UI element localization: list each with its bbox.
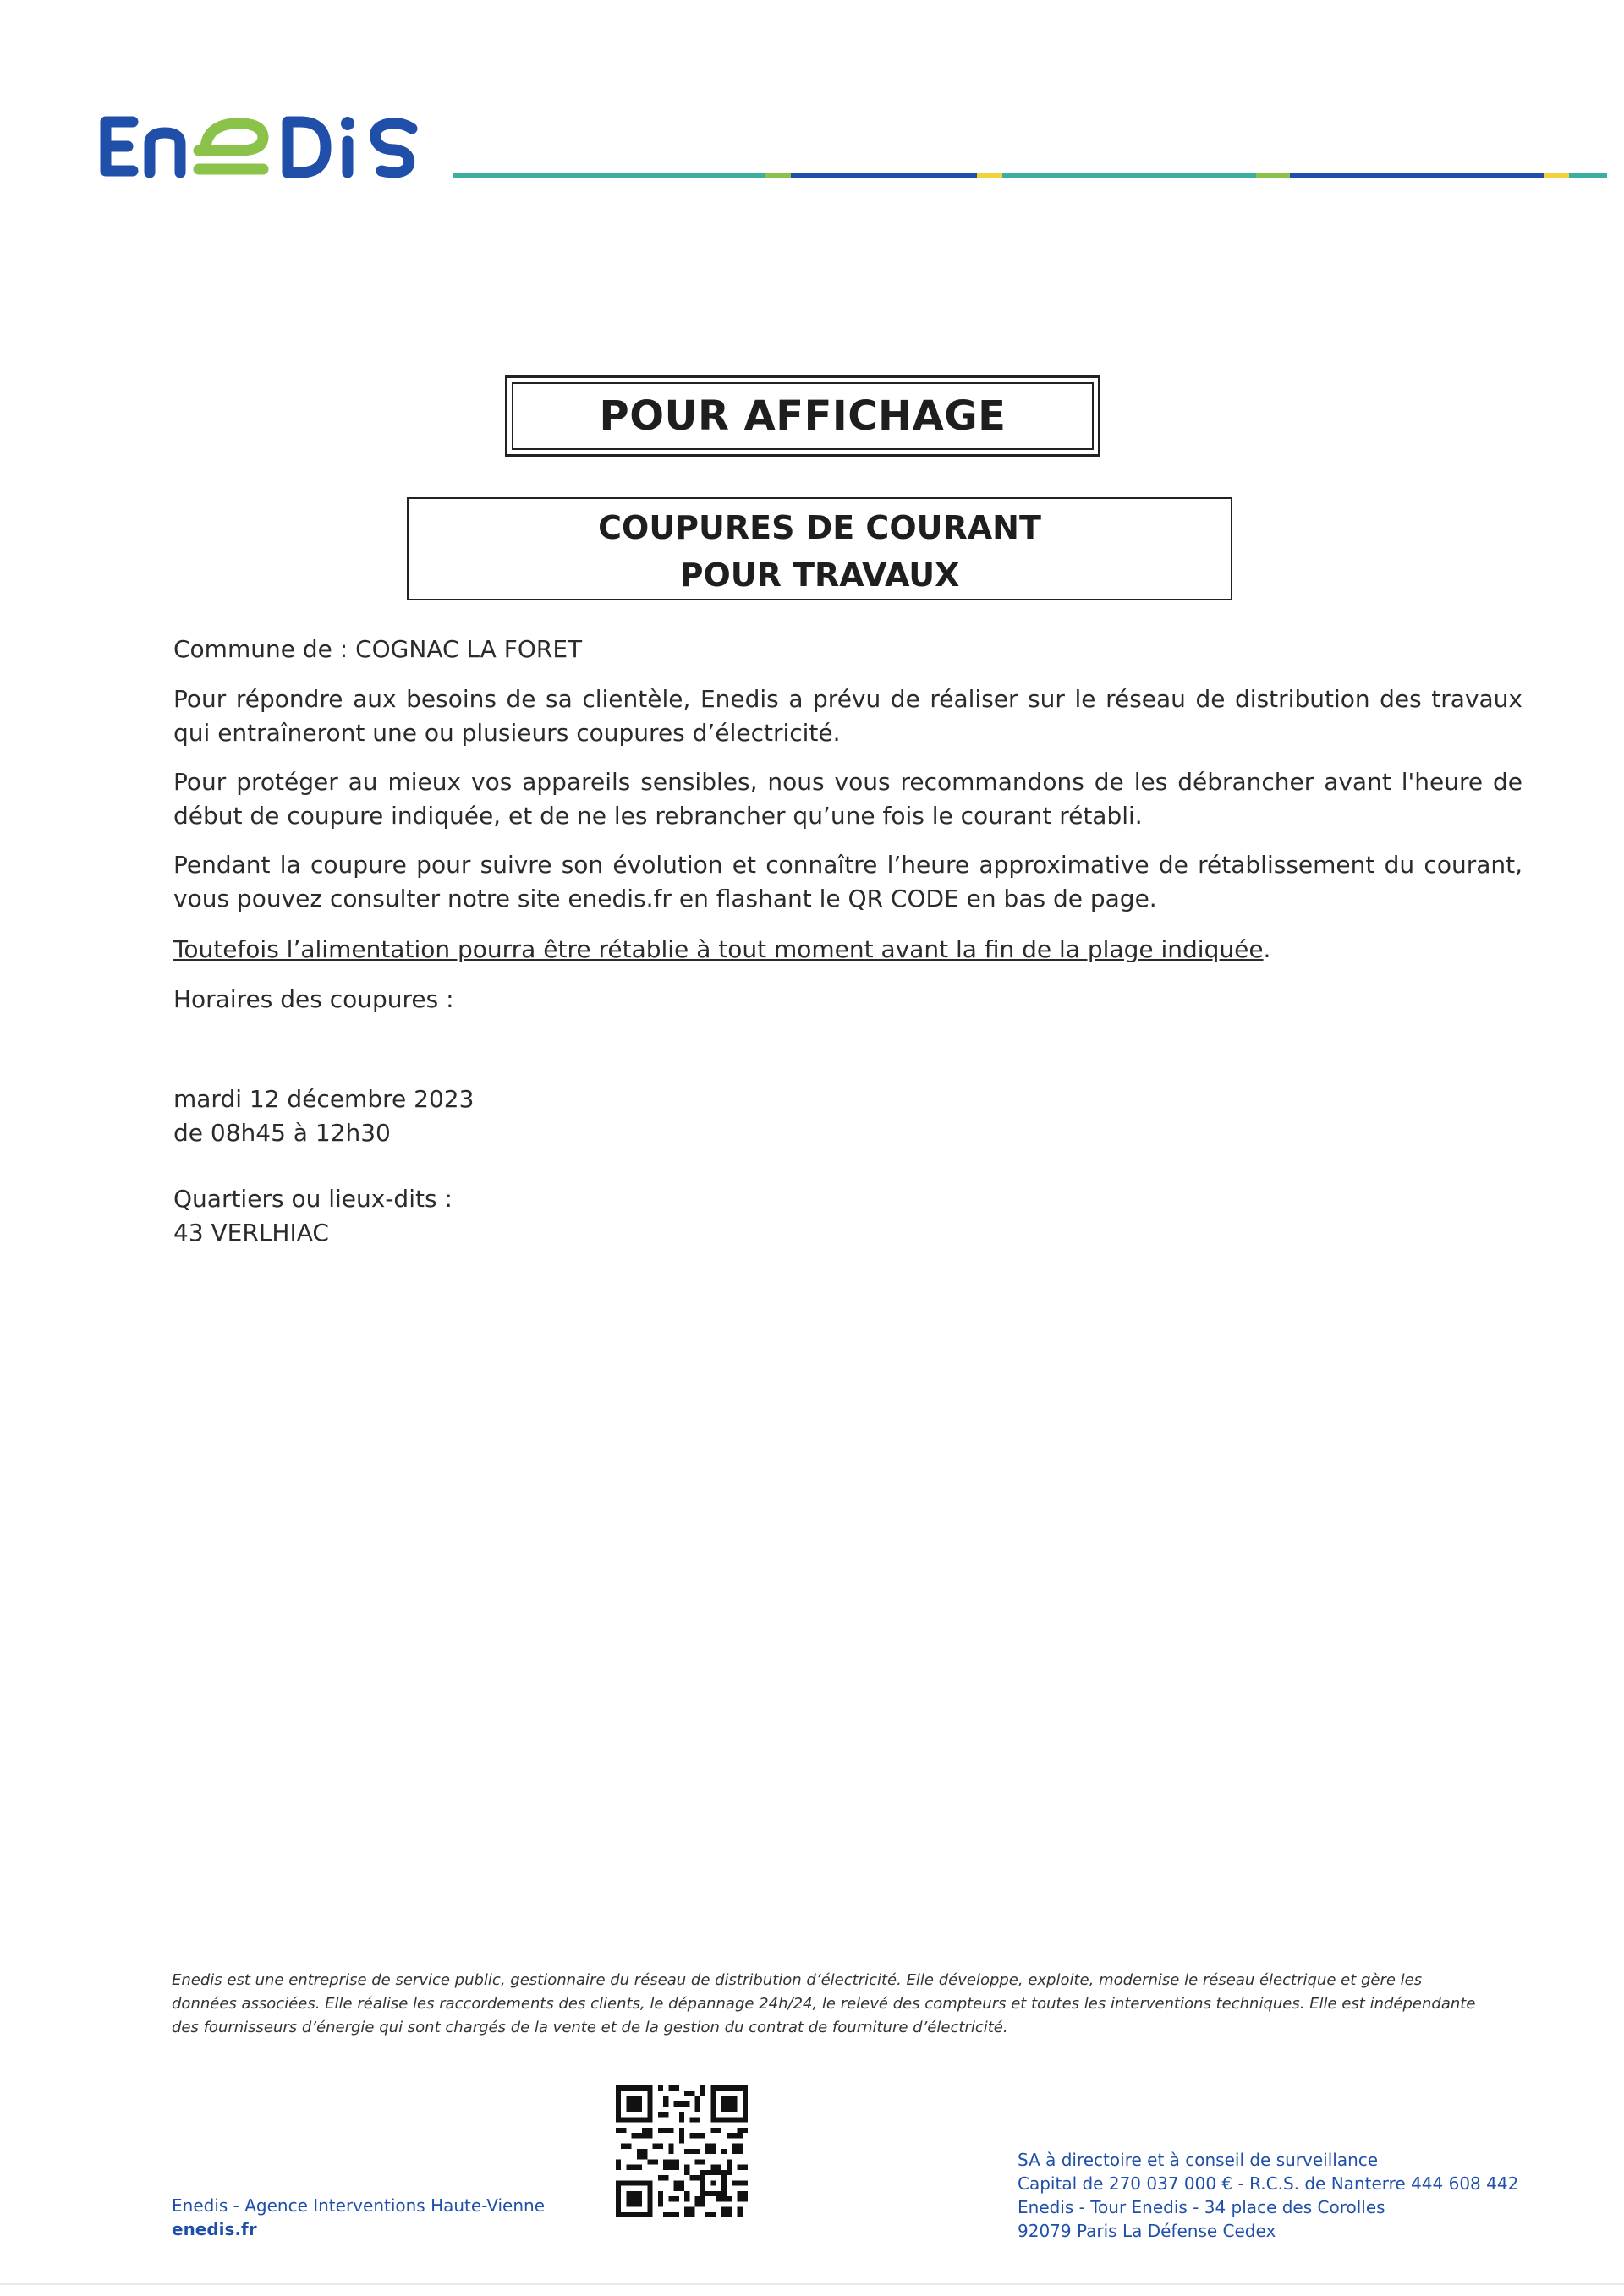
qr-code-icon[interactable] — [616, 2085, 748, 2217]
page-bottom-divider — [0, 2283, 1624, 2285]
title-box — [505, 375, 1100, 457]
commune: Commune de : COGNAC LA FORET — [173, 635, 583, 663]
schedule-time: de 08h45 à 12h30 — [173, 1119, 391, 1147]
enedis-logo — [97, 103, 444, 188]
company-info-line-1: SA à directoire et à conseil de surveillance — [1018, 2150, 1379, 2170]
notice-text: Toutefois l’alimentation pourra être rétablie à tout moment avant la fin de la plage indiquée — [173, 935, 1264, 963]
places-value: 43 VERLHIAC — [173, 1219, 329, 1247]
footer-company-info — [1018, 2148, 1518, 2243]
schedule-label: Horaires des coupures : — [173, 985, 454, 1013]
subtitle-box — [407, 497, 1232, 600]
company-info-line-2: Capital de 270 037 000 € - R.C.S. de Nanterre 444 608 442 — [1018, 2173, 1519, 2194]
schedule-date: mardi 12 décembre 2023 — [173, 1085, 475, 1113]
paragraph-1: Pour répondre aux besoins de sa clientèle, Enedis a prévu de réaliser sur le réseau de distribution des travaux qui entraîneront une ou plusieurs coupures d’électricité. — [173, 685, 1522, 747]
website-link[interactable]: enedis.fr — [172, 2219, 257, 2239]
places-label: Quartiers ou lieux-dits : — [173, 1185, 453, 1213]
notice-end: . — [1263, 935, 1271, 963]
logo-underline — [453, 173, 1607, 178]
legal-notice: Enedis est une entreprise de service public, gestionnaire du réseau de distribution d’électricité. Elle développe, exploite, modernise le réseau électrique et gère les données associées. Elle réalise les raccordements des clients, le dépannage 24h/24, le relevé des compteurs et toutes les interventions techniques. Elle est indépendante des fournisseurs d’énergie qui sont chargés de la vente et de la gestion du contrat de fourniture d’électricité. — [172, 1971, 1476, 2036]
company-info-line-3: Enedis - Tour Enedis - 34 place des Corolles — [1018, 2197, 1385, 2217]
paragraph-3: Pendant la coupure pour suivre son évolution et connaître l’heure approximative de rétablissement du courant, vous pouvez consulter notre site enedis.fr en flashant le QR CODE en bas de page. — [173, 851, 1522, 912]
footer-agency — [172, 2194, 545, 2241]
subtitle-line-1: COUPURES DE COURANT — [598, 509, 1041, 546]
page-title: POUR AFFICHAGE — [512, 382, 1094, 450]
notice — [173, 933, 1522, 967]
subtitle-line-2: POUR TRAVAUX — [679, 556, 960, 594]
agency-name: Enedis - Agence Interventions Haute-Vienne — [172, 2195, 546, 2216]
company-info-line-4: 92079 Paris La Défense Cedex — [1018, 2221, 1276, 2241]
paragraph-2: Pour protéger au mieux vos appareils sensibles, nous vous recommandons de les débrancher avant l'heure de début de coupure indiquée, et de ne les rebrancher qu’une fois le courant rétabli. — [173, 768, 1522, 830]
